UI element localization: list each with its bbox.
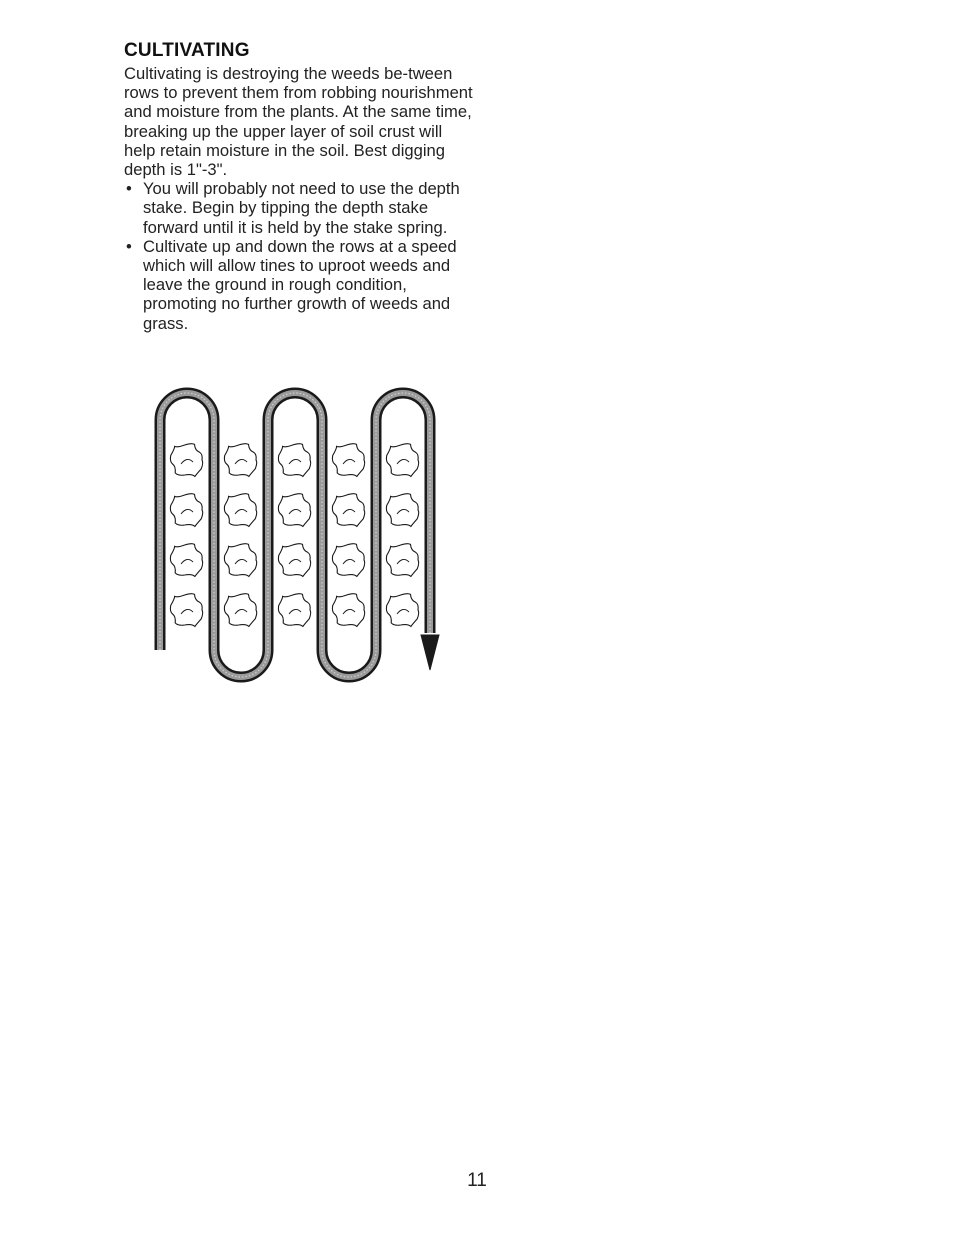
instruction-list (124, 179, 474, 333)
list-item-text: You will probably not need to use the depth stake. Begin by tipping the depth stake forward until it is held by the stake spring. (143, 179, 460, 237)
serpentine-path-icon (150, 385, 450, 685)
bullet-icon: • (126, 179, 132, 199)
list-item (124, 237, 474, 333)
arrow-down-icon (421, 635, 439, 670)
list-item (124, 179, 474, 237)
bullet-icon: • (126, 236, 132, 256)
path-band (160, 393, 430, 677)
cultivating-section (124, 40, 474, 333)
path-hatch (160, 393, 430, 677)
section-heading: CULTIVATING (124, 40, 250, 61)
list-item-text: Cultivate up and down the rows at a speed which will allow tines to uproot weeds and leave the ground in rough condition, promoting no further growth of weeds and grass. (143, 236, 457, 333)
page-number: 11 (467, 1170, 487, 1191)
intro-paragraph: Cultivating is destroying the weeds be-tween rows to prevent them from robbing nourishment and moisture from the plants. At the same time, breaking up the upper layer of soil crust will help retain moisture in the soil. Best digging depth is 1"-3". (124, 64, 473, 180)
path-outline (160, 393, 430, 677)
cultivation-path-figure (150, 385, 450, 685)
